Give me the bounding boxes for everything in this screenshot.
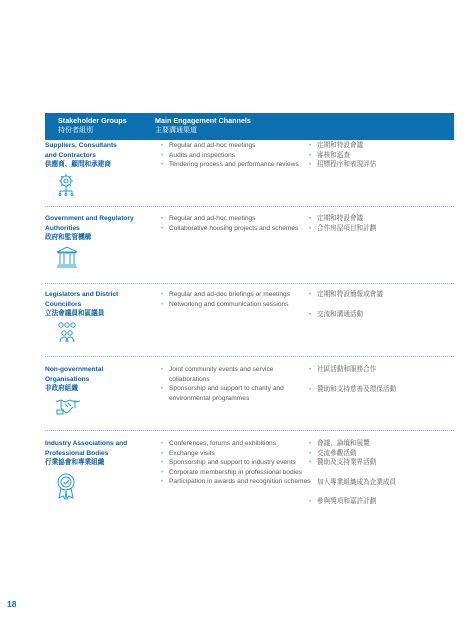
channel-item: • 加入專業組織成為企業成員 — [309, 478, 454, 488]
engagement-channels-zh — [309, 439, 454, 507]
page-number: 18 — [7, 599, 17, 609]
channel-item: • 社區活動和服務合作 — [309, 365, 454, 375]
stakeholder-name — [45, 141, 143, 170]
stakeholder-name-en-line1: Government and Regulatory — [45, 215, 134, 222]
header-stakeholder-groups — [58, 116, 153, 136]
channel-item: • Audits and inspections — [161, 151, 311, 161]
network-gear-icon — [55, 172, 77, 196]
award-badge-icon — [55, 472, 77, 500]
channel-item: • 交流參觀活動 — [309, 449, 454, 459]
stakeholder-name — [45, 290, 143, 319]
engagement-channels-zh — [309, 141, 454, 170]
header-col1-zh: 持份者組別 — [58, 127, 93, 134]
table-row — [45, 214, 454, 279]
stakeholder-name-en-line1: Industry Associations and — [45, 440, 128, 447]
channel-item: • Collaborative housing projects and schemes — [161, 224, 311, 234]
header-col2-zh: 主要溝通渠道 — [155, 127, 197, 134]
stakeholder-name-en-line1: Suppliers, Consultants — [45, 142, 117, 149]
engagement-channels-zh — [309, 214, 454, 233]
stakeholder-name-en-line2: Organisations — [45, 375, 90, 383]
channel-item: • Regular and ad-doc briefings or meetings — [161, 290, 311, 300]
engagement-channels-zh — [309, 365, 454, 394]
channel-item: • 贊助及支持業界活動 — [309, 458, 454, 468]
channel-item: • 參與獎項和嘉許計劃 — [309, 497, 454, 507]
header-col2-en: Main Engagement Channels — [155, 116, 251, 125]
stakeholder-name-en-line2: Authorities — [45, 224, 80, 232]
stakeholder-name — [45, 439, 143, 468]
channel-item: • 定期和特設簡報或會議 — [309, 290, 454, 300]
channel-item: • 招標程序和表現評估 — [309, 160, 454, 170]
channel-item: • 定期和特設會議 — [309, 141, 454, 151]
table-row — [45, 290, 454, 352]
table-row — [45, 439, 454, 529]
channel-item: • 會議、論壇和展覽 — [309, 439, 454, 449]
channel-item: • 交流和溝通活動 — [309, 310, 454, 320]
stakeholder-name-zh: 立法會議員和區議員 — [45, 310, 105, 318]
stakeholder-name-zh: 政府和監管機構 — [45, 234, 92, 242]
engagement-channels-en — [161, 290, 311, 309]
channel-item: • Networking and communication sessions — [161, 300, 311, 310]
stakeholder-name — [45, 214, 143, 243]
channel-item: • Joint community events and service collaborations — [161, 365, 311, 384]
table-row — [45, 141, 454, 206]
stakeholder-name-en-line2: Councillors — [45, 300, 82, 308]
stakeholder-name-zh: 非政府組織 — [45, 385, 78, 393]
channel-item: • Regular and ad-hoc meetings — [161, 141, 311, 151]
row-divider — [45, 283, 454, 284]
channel-item: • Sponsorship and support to charity and environmental programmes — [161, 384, 311, 403]
channel-item: • Participation in awards and recognition schemes — [161, 477, 311, 487]
channel-item: • Regular and ad-hoc meetings — [161, 214, 311, 224]
header-engagement-channels — [155, 116, 355, 136]
channel-item: • 贊助和支持慈善及環保活動 — [309, 385, 454, 395]
channel-item: • 合作房屋項目和計劃 — [309, 224, 454, 234]
table-row — [45, 365, 454, 427]
stakeholder-name-zh: 供應商、顧問和承建商 — [45, 161, 111, 169]
channel-item: • Sponsorship and support to industry events — [161, 458, 311, 468]
stakeholder-name-en-line1: Non-governmental — [45, 366, 104, 373]
table-header — [45, 113, 454, 140]
engagement-channels-en — [161, 439, 311, 487]
row-divider — [45, 206, 454, 207]
channel-item: • Corporate membership in professional bodies — [161, 468, 311, 478]
row-divider — [45, 430, 454, 431]
stakeholder-name-en-line2: Professional Bodies — [45, 449, 109, 457]
engagement-channels-en — [161, 365, 311, 403]
stakeholder-name-en-line1: Legislators and District — [45, 291, 119, 298]
engagement-channels-en — [161, 141, 311, 170]
people-group-icon — [55, 321, 79, 343]
stakeholder-name-en-line2: and Contractors — [45, 151, 96, 159]
channel-item: • 審核和巡查 — [309, 151, 454, 161]
handshake-icon — [55, 396, 81, 416]
stakeholder-name-zh: 行業協會和專業組織 — [45, 459, 105, 467]
engagement-channels-zh — [309, 290, 454, 319]
channel-item: • Conferences, forums and exhibitions — [161, 439, 311, 449]
channel-item: • Exchange visits — [161, 449, 311, 459]
channel-item: • 定期和特設會議 — [309, 214, 454, 224]
stakeholder-name — [45, 365, 143, 394]
channel-item: • Tendering process and performance reviews — [161, 160, 311, 170]
row-divider — [45, 356, 454, 357]
engagement-channels-en — [161, 214, 311, 233]
header-col1-en: Stakeholder Groups — [58, 116, 127, 125]
government-building-icon — [55, 245, 79, 269]
